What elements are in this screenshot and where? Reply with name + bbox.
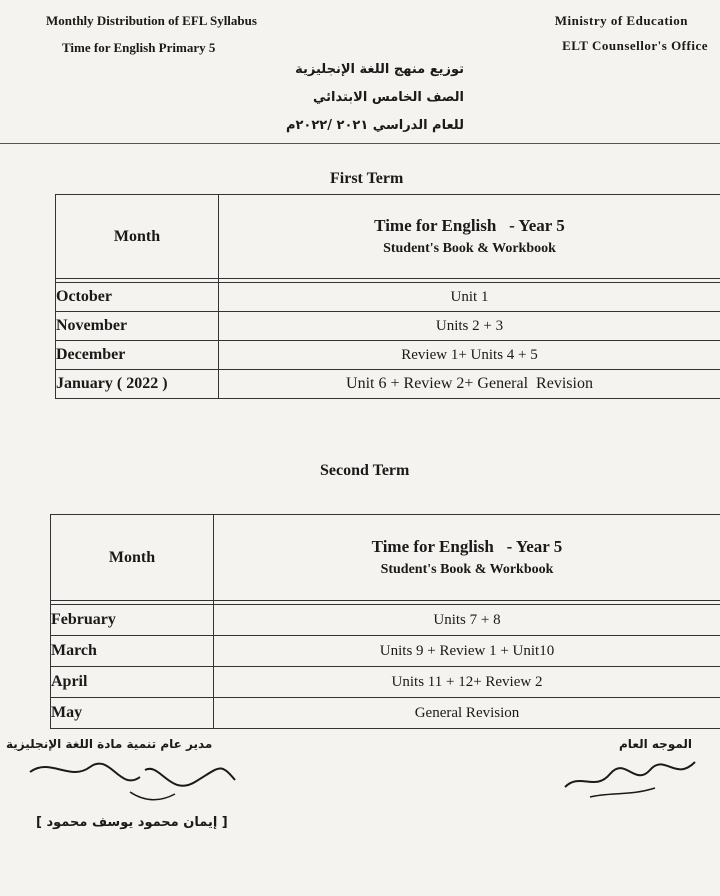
content-cell: General Revision xyxy=(214,698,720,729)
right-signatory-title: الموجه العام xyxy=(619,737,692,751)
month-cell: January ( 2022 ) xyxy=(56,370,219,399)
office-name: ELT Counsellor's Office xyxy=(562,38,708,53)
arabic-heading-2: الصف الخامس الابتدائي xyxy=(312,90,464,105)
month-cell: February xyxy=(51,605,214,636)
month-column-header: Month xyxy=(56,195,219,279)
book-subtitle: Student's Book & Workbook xyxy=(383,240,556,256)
second-term-title: Second Term xyxy=(320,462,410,479)
month-cell: May xyxy=(51,698,214,729)
month-cell: October xyxy=(56,283,219,312)
left-signature-icon xyxy=(20,752,250,812)
table-row xyxy=(51,605,720,636)
table-row xyxy=(56,370,720,399)
arabic-heading-3: للعام الدراسي ٢٠٢١ /٢٠٢٢م xyxy=(285,118,464,133)
book-column-header xyxy=(214,515,720,601)
month-cell: March xyxy=(51,636,214,667)
month-cell: November xyxy=(56,312,219,341)
month-cell: April xyxy=(51,667,214,698)
table-row xyxy=(56,312,720,341)
left-signatory-name: [ إيمان محمود يوسف محمود ] xyxy=(36,815,228,830)
month-cell: December xyxy=(56,341,219,370)
header-divider xyxy=(0,143,720,144)
second-term-table xyxy=(50,514,720,729)
content-cell: Units 7 + 8 xyxy=(214,605,720,636)
table-row xyxy=(51,667,720,698)
left-signatory-title: مدير عام تنمية مادة اللغة الإنجليزية xyxy=(6,737,213,751)
syllabus-subtitle: Time for English Primary 5 xyxy=(62,40,216,55)
content-cell: Units 2 + 3 xyxy=(219,312,720,341)
first-term-table xyxy=(55,194,720,399)
table-row xyxy=(51,698,720,729)
first-term-title: First Term xyxy=(330,170,404,187)
book-subtitle: Student's Book & Workbook xyxy=(380,561,554,577)
content-cell: Unit 1 xyxy=(219,283,720,312)
book-column-header xyxy=(219,195,720,279)
ministry-name: Ministry of Education xyxy=(554,13,688,28)
table-row xyxy=(56,341,720,370)
book-title: Time for English - Year 5 xyxy=(371,536,563,556)
table-header-row xyxy=(51,515,720,601)
arabic-heading-1: توزيع منهج اللغة الإنجليزية xyxy=(295,62,464,77)
content-cell: Units 11 + 12+ Review 2 xyxy=(214,667,720,698)
month-column-header: Month xyxy=(51,515,214,601)
table-row xyxy=(51,636,720,667)
right-signature-icon xyxy=(560,752,700,802)
content-cell: Review 1+ Units 4 + 5 xyxy=(219,341,720,370)
table-row xyxy=(56,283,720,312)
content-cell: Units 9 + Review 1 + Unit10 xyxy=(214,636,720,667)
content-cell: Unit 6 + Review 2+ General Revision xyxy=(219,370,720,399)
book-title: Time for English - Year 5 xyxy=(374,215,565,235)
table-header-row xyxy=(56,195,720,279)
syllabus-title: Monthly Distribution of EFL Syllabus xyxy=(46,13,257,28)
